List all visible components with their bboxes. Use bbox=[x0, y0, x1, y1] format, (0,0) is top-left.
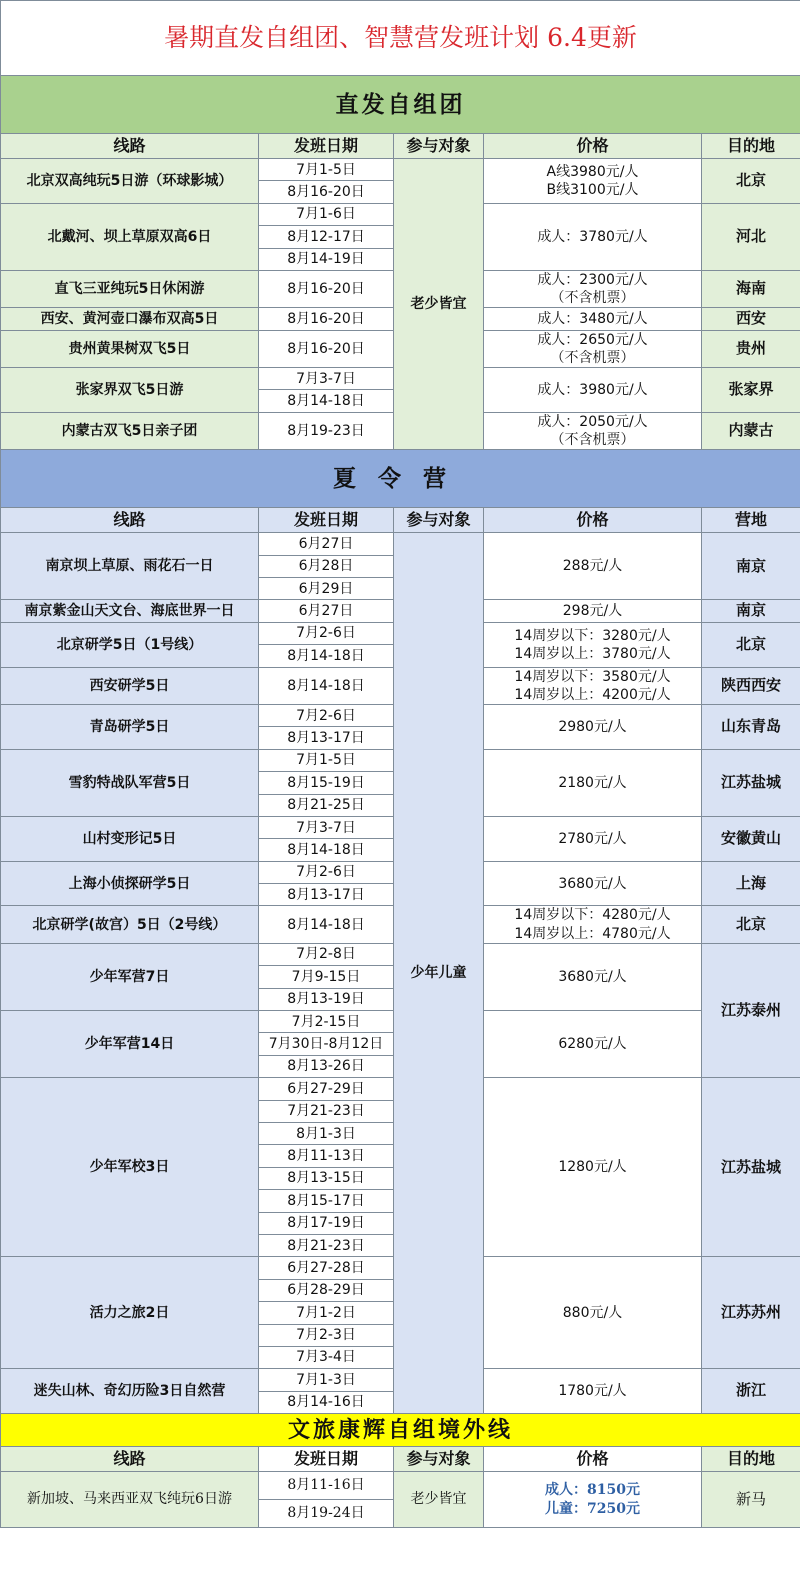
header-audience: 参与对象 bbox=[394, 1447, 484, 1472]
date-cell: 6月27日 bbox=[259, 600, 394, 622]
header-dates: 发班日期 bbox=[259, 134, 394, 159]
date-cell: 7月1-2日 bbox=[259, 1302, 394, 1324]
destination-cell: 江苏泰州 bbox=[702, 943, 800, 1077]
header-camp: 营地 bbox=[702, 508, 800, 533]
price-line: 298元/人 bbox=[562, 603, 623, 620]
date-cell: 7月1-5日 bbox=[259, 749, 394, 771]
route-name: 内蒙古双飞5日亲子团 bbox=[1, 412, 259, 449]
price-cell bbox=[484, 270, 702, 307]
destination-cell: 海南 bbox=[702, 270, 800, 307]
price-cell bbox=[484, 1257, 702, 1369]
section-title-overseas: 文旅康辉自组境外线 bbox=[1, 1414, 800, 1447]
date-cell: 8月15-17日 bbox=[259, 1190, 394, 1212]
route-name: 直飞三亚纯玩5日休闲游 bbox=[1, 270, 259, 307]
header-price: 价格 bbox=[484, 134, 702, 159]
date-cell: 8月13-19日 bbox=[259, 988, 394, 1010]
destination-cell: 安徽黄山 bbox=[702, 816, 800, 861]
destination-cell: 河北 bbox=[702, 203, 800, 270]
price-cell bbox=[484, 1011, 702, 1078]
price-line: 成人：2300元/人 bbox=[537, 271, 648, 288]
price-cell bbox=[484, 308, 702, 330]
destination-cell: 山东青岛 bbox=[702, 704, 800, 749]
price-cell bbox=[484, 861, 702, 906]
price-line: 14周岁以下：3280元/人 bbox=[514, 627, 671, 644]
price-cell bbox=[484, 412, 702, 449]
header-dates: 发班日期 bbox=[259, 1447, 394, 1472]
destination-cell: 北京 bbox=[702, 622, 800, 667]
destination-cell: 江苏苏州 bbox=[702, 1257, 800, 1369]
price-line: B线3100元/人 bbox=[546, 181, 639, 198]
table-header bbox=[1, 1447, 800, 1472]
route-name: 北戴河、坝上草原双高6日 bbox=[1, 203, 259, 270]
price-cell bbox=[484, 1369, 702, 1414]
route-name: 西安、黄河壶口瀑布双高5日 bbox=[1, 308, 259, 330]
date-cell: 8月16-20日 bbox=[259, 308, 394, 330]
date-cell: 8月14-18日 bbox=[259, 667, 394, 704]
price-line: 2980元/人 bbox=[558, 718, 627, 735]
route-name: 新加坡、马来西亚双飞纯玩6日游 bbox=[1, 1472, 259, 1528]
date-cell: 7月9-15日 bbox=[259, 966, 394, 988]
price-line: 成人：2650元/人 bbox=[537, 331, 648, 348]
date-cell: 7月1-3日 bbox=[259, 1369, 394, 1391]
header-audience: 参与对象 bbox=[394, 508, 484, 533]
header-route: 线路 bbox=[1, 134, 259, 159]
date-cell: 8月21-23日 bbox=[259, 1234, 394, 1256]
price-cell bbox=[484, 704, 702, 749]
header-dates: 发班日期 bbox=[259, 508, 394, 533]
route-name: 南京坝上草原、雨花石一日 bbox=[1, 533, 259, 600]
date-cell: 6月28日 bbox=[259, 555, 394, 577]
price-line: 儿童：7250元 bbox=[545, 1500, 640, 1517]
route-name: 活力之旅2日 bbox=[1, 1257, 259, 1369]
date-cell: 8月19-23日 bbox=[259, 412, 394, 449]
price-line: 880元/人 bbox=[562, 1304, 623, 1321]
price-line: 288元/人 bbox=[562, 558, 623, 575]
destination-cell: 贵州 bbox=[702, 330, 800, 367]
price-line: 成人：3480元/人 bbox=[537, 310, 648, 327]
price-line: （不含机票） bbox=[550, 290, 635, 307]
date-cell: 8月15-19日 bbox=[259, 772, 394, 794]
table-header bbox=[1, 134, 800, 159]
price-cell bbox=[484, 943, 702, 1010]
route-name: 北京研学(故宫）5日（2号线） bbox=[1, 906, 259, 943]
date-cell: 7月1-6日 bbox=[259, 203, 394, 225]
price-line: 成人：2050元/人 bbox=[537, 413, 648, 430]
table-row bbox=[1, 533, 800, 555]
audience-cell: 老少皆宜 bbox=[394, 159, 484, 450]
destination-cell: 西安 bbox=[702, 308, 800, 330]
date-cell: 7月3-7日 bbox=[259, 816, 394, 838]
price-cell bbox=[484, 533, 702, 600]
destination-cell: 江苏盐城 bbox=[702, 749, 800, 816]
table-header bbox=[1, 508, 800, 533]
price-line: 14周岁以下：3580元/人 bbox=[514, 668, 671, 685]
destination-cell: 北京 bbox=[702, 159, 800, 204]
date-cell: 8月13-17日 bbox=[259, 727, 394, 749]
price-cell bbox=[484, 667, 702, 704]
date-cell: 6月27日 bbox=[259, 533, 394, 555]
header-price: 价格 bbox=[484, 1447, 702, 1472]
table-row bbox=[1, 159, 800, 181]
header-route: 线路 bbox=[1, 1447, 259, 1472]
date-cell: 7月2-8日 bbox=[259, 943, 394, 965]
date-cell: 8月16-20日 bbox=[259, 181, 394, 203]
route-name: 雪豹特战队军营5日 bbox=[1, 749, 259, 816]
date-cell: 8月14-16日 bbox=[259, 1391, 394, 1413]
date-cell: 6月27-28日 bbox=[259, 1257, 394, 1279]
destination-cell: 北京 bbox=[702, 906, 800, 943]
route-name: 北京双高纯玩5日游（环球影城） bbox=[1, 159, 259, 204]
price-cell bbox=[484, 1472, 702, 1528]
header-audience: 参与对象 bbox=[394, 134, 484, 159]
destination-cell: 张家界 bbox=[702, 368, 800, 413]
date-cell: 7月2-6日 bbox=[259, 704, 394, 726]
route-name: 西安研学5日 bbox=[1, 667, 259, 704]
date-cell: 6月29日 bbox=[259, 578, 394, 600]
destination-cell: 南京 bbox=[702, 533, 800, 600]
route-name: 迷失山林、奇幻历险3日自然营 bbox=[1, 1369, 259, 1414]
price-cell bbox=[484, 622, 702, 667]
date-cell: 7月3-7日 bbox=[259, 368, 394, 390]
date-cell: 7月2-3日 bbox=[259, 1324, 394, 1346]
price-line: 14周岁以上：3780元/人 bbox=[514, 645, 671, 662]
price-line: 2180元/人 bbox=[558, 774, 627, 791]
date-cell: 8月11-13日 bbox=[259, 1145, 394, 1167]
route-name: 山村变形记5日 bbox=[1, 816, 259, 861]
destination-cell: 内蒙古 bbox=[702, 412, 800, 449]
price-line: 3680元/人 bbox=[558, 875, 627, 892]
destination-cell: 江苏盐城 bbox=[702, 1078, 800, 1257]
price-line: 成人：3780元/人 bbox=[537, 228, 648, 245]
price-cell bbox=[484, 600, 702, 622]
date-cell: 6月27-29日 bbox=[259, 1078, 394, 1100]
header-destination: 目的地 bbox=[702, 134, 800, 159]
route-name: 少年军营14日 bbox=[1, 1011, 259, 1078]
date-cell: 8月13-17日 bbox=[259, 884, 394, 906]
route-name: 少年军营7日 bbox=[1, 943, 259, 1010]
date-cell: 8月21-25日 bbox=[259, 794, 394, 816]
price-line: 14周岁以上：4200元/人 bbox=[514, 686, 671, 703]
date-cell: 8月14-18日 bbox=[259, 839, 394, 861]
price-line: 14周岁以下：4280元/人 bbox=[514, 907, 671, 924]
header-price: 价格 bbox=[484, 508, 702, 533]
route-name: 青岛研学5日 bbox=[1, 704, 259, 749]
date-cell: 7月2-6日 bbox=[259, 861, 394, 883]
audience-cell: 老少皆宜 bbox=[394, 1472, 484, 1528]
route-name: 贵州黄果树双飞5日 bbox=[1, 330, 259, 367]
date-cell: 8月16-20日 bbox=[259, 330, 394, 367]
destination-cell: 南京 bbox=[702, 600, 800, 622]
price-line: 1780元/人 bbox=[558, 1383, 627, 1400]
date-cell: 8月12-17日 bbox=[259, 226, 394, 248]
audience-cell: 少年儿童 bbox=[394, 533, 484, 1414]
price-line: （不含机票） bbox=[550, 349, 635, 366]
route-name: 上海小侦探研学5日 bbox=[1, 861, 259, 906]
price-line: 成人：8150元 bbox=[545, 1482, 640, 1499]
date-cell: 7月1-5日 bbox=[259, 159, 394, 181]
destination-cell: 陕西西安 bbox=[702, 667, 800, 704]
route-name: 北京研学5日（1号线） bbox=[1, 622, 259, 667]
date-cell: 8月16-20日 bbox=[259, 270, 394, 307]
date-cell: 7月21-23日 bbox=[259, 1100, 394, 1122]
date-cell: 6月28-29日 bbox=[259, 1279, 394, 1301]
header-destination: 目的地 bbox=[702, 1447, 800, 1472]
date-cell: 8月11-16日 bbox=[259, 1472, 394, 1500]
price-line: 1280元/人 bbox=[558, 1159, 627, 1176]
price-cell bbox=[484, 1078, 702, 1257]
price-line: 2780元/人 bbox=[558, 830, 627, 847]
price-cell bbox=[484, 368, 702, 413]
price-line: （不含机票） bbox=[550, 432, 635, 449]
route-name: 南京紫金山天文台、海底世界一日 bbox=[1, 600, 259, 622]
price-line: 3680元/人 bbox=[558, 968, 627, 985]
price-cell bbox=[484, 906, 702, 943]
section-title-direct-tours: 直发自组团 bbox=[1, 76, 800, 134]
price-cell bbox=[484, 816, 702, 861]
header-route: 线路 bbox=[1, 508, 259, 533]
destination-cell: 上海 bbox=[702, 861, 800, 906]
price-line: 14周岁以上：4780元/人 bbox=[514, 925, 671, 942]
price-cell bbox=[484, 203, 702, 270]
date-cell: 8月19-24日 bbox=[259, 1500, 394, 1528]
date-cell: 7月30日-8月12日 bbox=[259, 1033, 394, 1055]
price-cell bbox=[484, 749, 702, 816]
date-cell: 8月14-18日 bbox=[259, 390, 394, 412]
date-cell: 7月2-6日 bbox=[259, 622, 394, 644]
table-row bbox=[1, 1472, 800, 1500]
date-cell: 8月13-26日 bbox=[259, 1055, 394, 1077]
price-cell bbox=[484, 330, 702, 367]
date-cell: 8月14-18日 bbox=[259, 906, 394, 943]
date-cell: 8月17-19日 bbox=[259, 1212, 394, 1234]
date-cell: 8月14-18日 bbox=[259, 645, 394, 667]
section-title-summer-camp: 夏令营 bbox=[1, 450, 800, 508]
price-line: A线3980元/人 bbox=[546, 163, 639, 180]
price-line: 6280元/人 bbox=[558, 1036, 627, 1053]
destination-cell: 新马 bbox=[702, 1472, 800, 1528]
date-cell: 8月13-15日 bbox=[259, 1167, 394, 1189]
route-name: 张家界双飞5日游 bbox=[1, 368, 259, 413]
route-name: 少年军校3日 bbox=[1, 1078, 259, 1257]
date-cell: 8月14-19日 bbox=[259, 248, 394, 270]
destination-cell: 浙江 bbox=[702, 1369, 800, 1414]
date-cell: 7月3-4日 bbox=[259, 1346, 394, 1368]
price-cell bbox=[484, 159, 702, 204]
date-cell: 8月1-3日 bbox=[259, 1122, 394, 1144]
price-line: 成人：3980元/人 bbox=[537, 381, 648, 398]
page-title: 暑期直发自组团、智慧营发班计划 6.4更新 bbox=[1, 1, 800, 76]
date-cell: 7月2-15日 bbox=[259, 1011, 394, 1033]
